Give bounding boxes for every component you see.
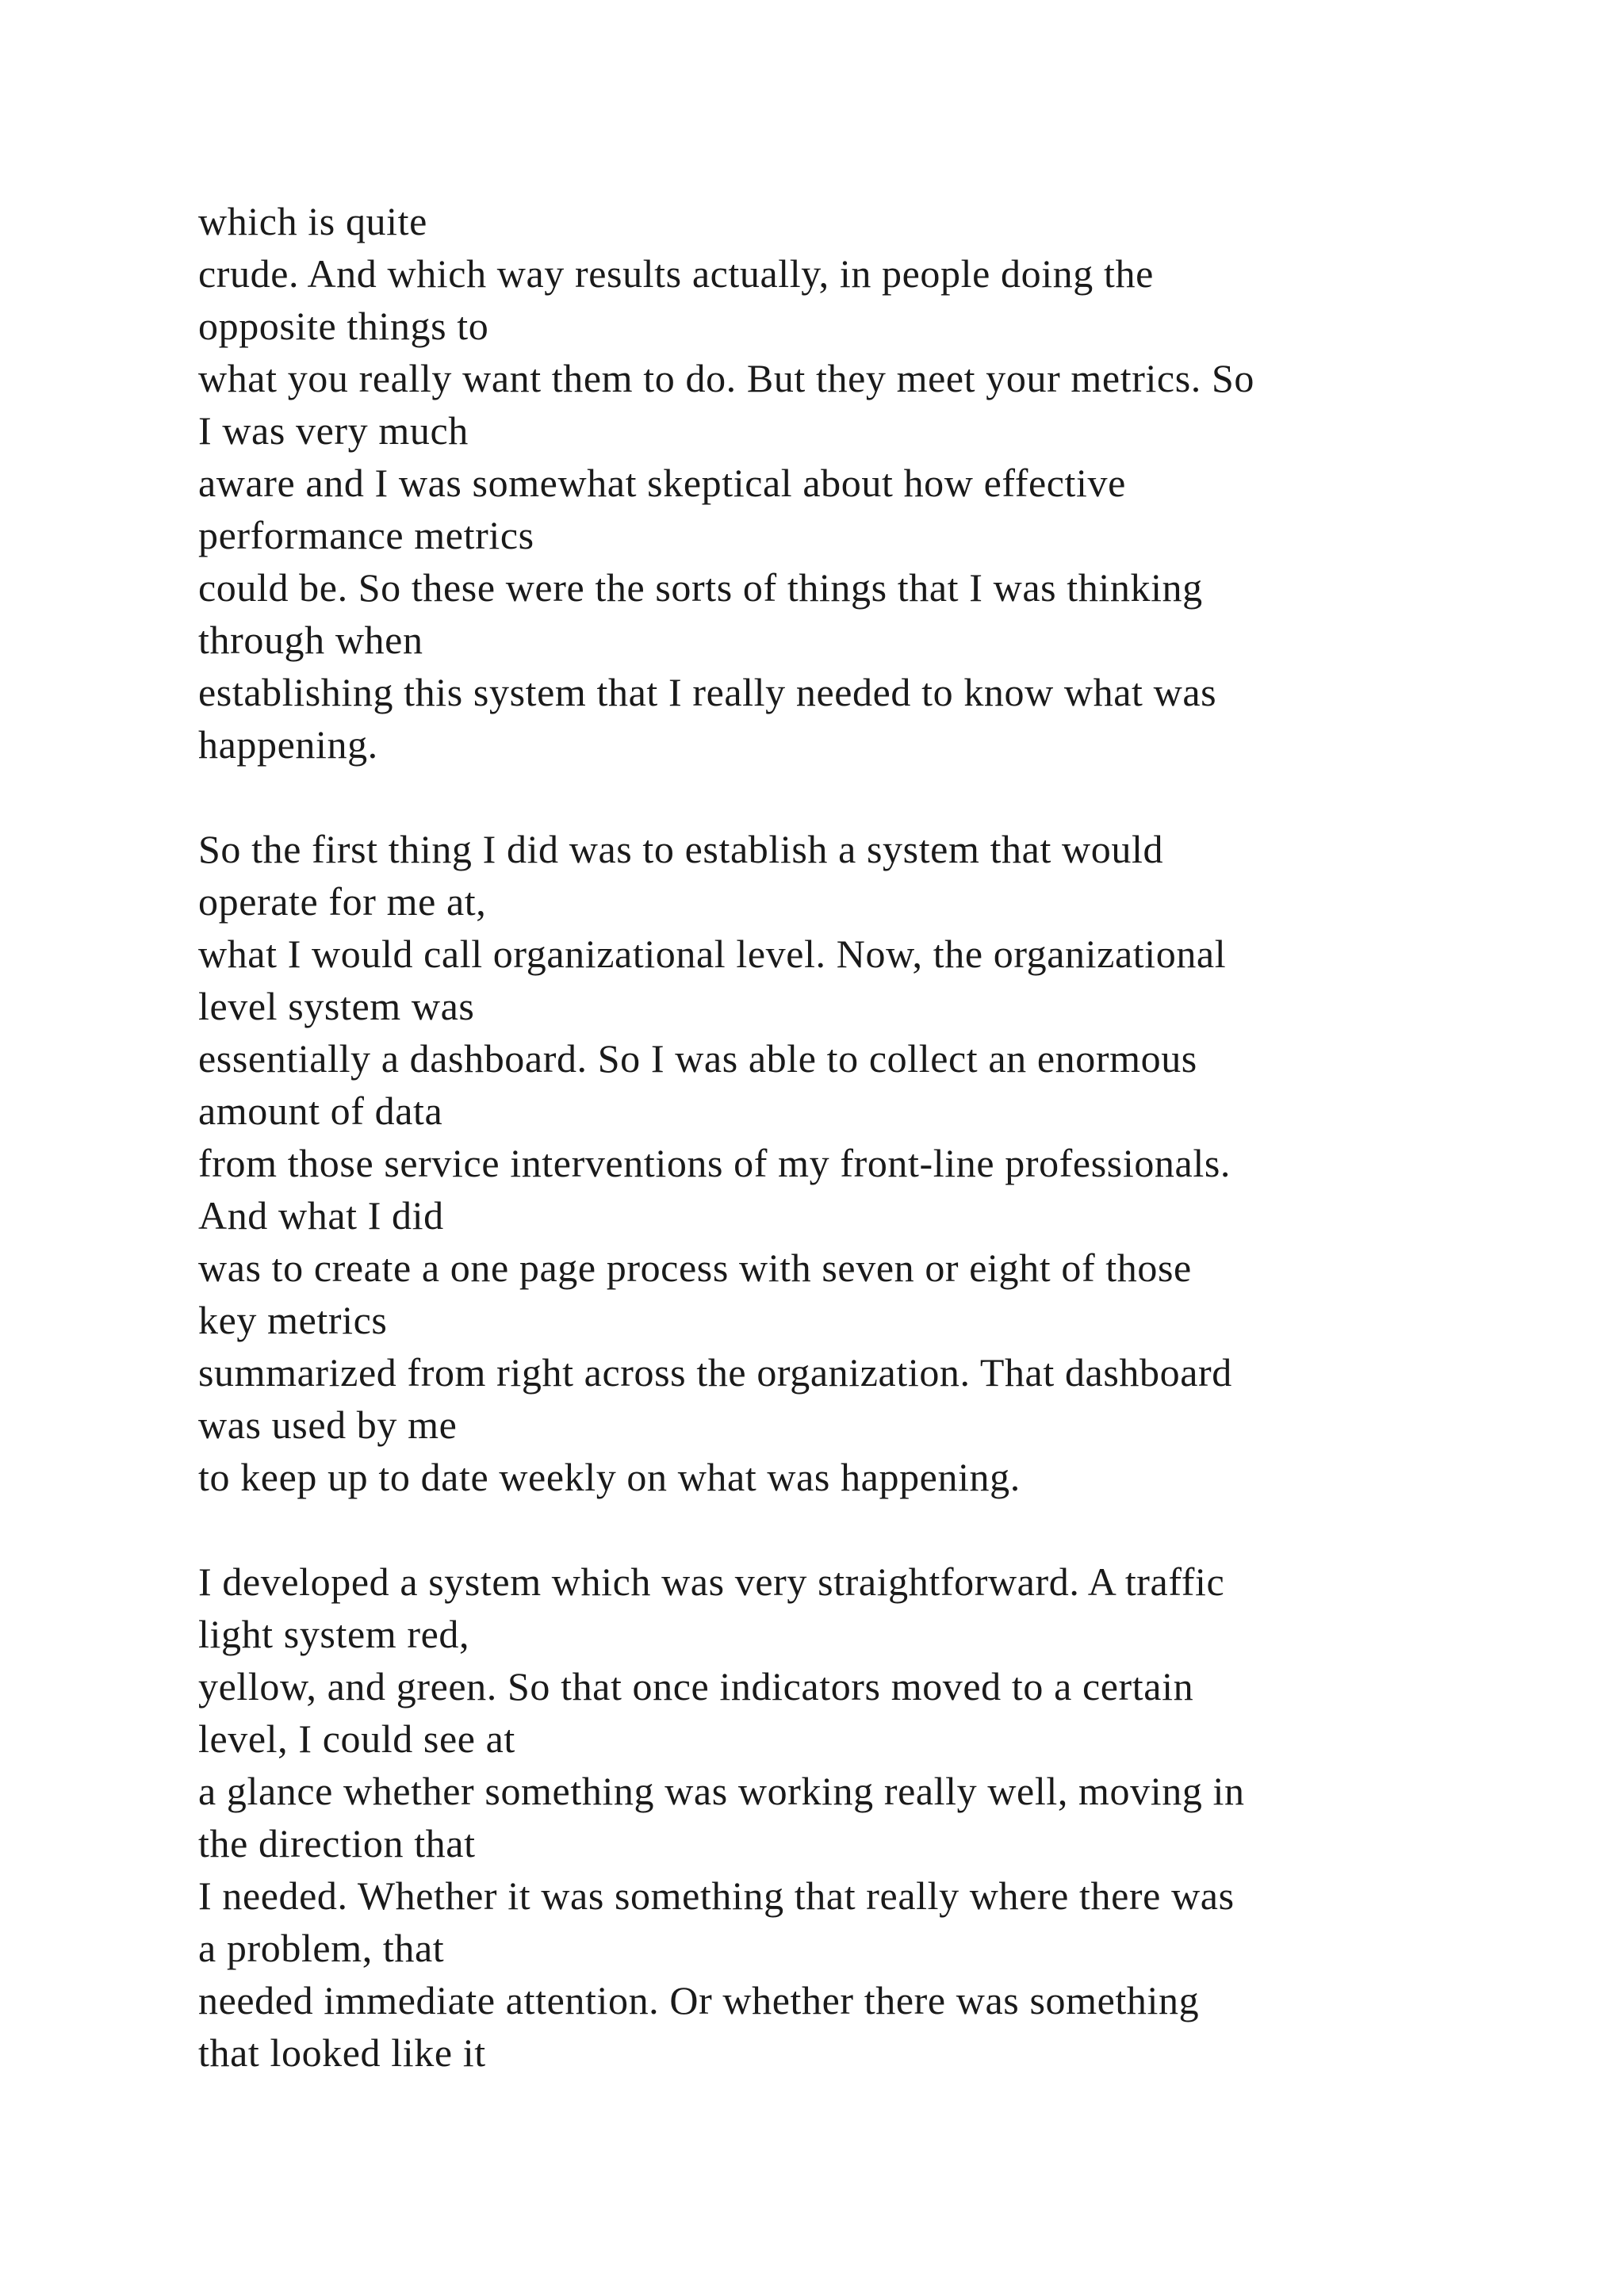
text-line: key metrics [198, 1298, 388, 1342]
text-line: a glance whether something was working really well, moving in [198, 1769, 1245, 1813]
text-line: level, I could see at [198, 1716, 515, 1761]
text-line: aware and I was somewhat skeptical about how effective [198, 461, 1126, 505]
text-line: opposite things to [198, 304, 489, 348]
text-line: operate for me at, [198, 879, 487, 924]
text-line: to keep up to date weekly on what was happening. [198, 1455, 1021, 1499]
paragraph-3 [198, 1556, 1546, 2079]
paragraph-2 [198, 823, 1546, 1503]
text-line: crude. And which way results actually, in people doing the [198, 251, 1154, 296]
text-line: the direction that [198, 1821, 476, 1866]
text-line: I developed a system which was very straightforward. A traffic [198, 1559, 1225, 1604]
text-line: what I would call organizational level. Now, the organizational [198, 932, 1227, 976]
text-line: level system was [198, 984, 475, 1028]
text-line: yellow, and green. So that once indicators moved to a certain [198, 1664, 1194, 1709]
text-line: was to create a one page process with seven or eight of those [198, 1246, 1192, 1290]
text-line: light system red, [198, 1612, 470, 1656]
text-line: So the first thing I did was to establish a system that would [198, 827, 1164, 871]
text-line: And what I did [198, 1193, 444, 1238]
text-line: summarized from right across the organization. That dashboard [198, 1350, 1232, 1395]
text-line: I was very much [198, 408, 469, 453]
text-line: happening. [198, 722, 378, 767]
text-line: that looked like it [198, 2030, 486, 2075]
text-line: was used by me [198, 1402, 458, 1447]
text-line: needed immediate attention. Or whether there was something [198, 1978, 1200, 2022]
document-body [198, 195, 1546, 2079]
text-line: a problem, that [198, 1926, 445, 1970]
text-line: establishing this system that I really needed to know what was [198, 670, 1217, 714]
text-line: I needed. Whether it was something that really where there was [198, 1873, 1235, 1918]
text-line: which is quite [198, 199, 427, 243]
text-line: amount of data [198, 1089, 443, 1133]
text-line: performance metrics [198, 513, 534, 557]
text-line: from those service interventions of my front-line professionals. [198, 1141, 1231, 1185]
text-line: essentially a dashboard. So I was able to collect an enormous [198, 1036, 1197, 1081]
text-line: could be. So these were the sorts of things that I was thinking [198, 565, 1203, 610]
text-line: through when [198, 618, 423, 662]
text-line: what you really want them to do. But they meet your metrics. So [198, 356, 1254, 400]
paragraph-1 [198, 195, 1546, 771]
